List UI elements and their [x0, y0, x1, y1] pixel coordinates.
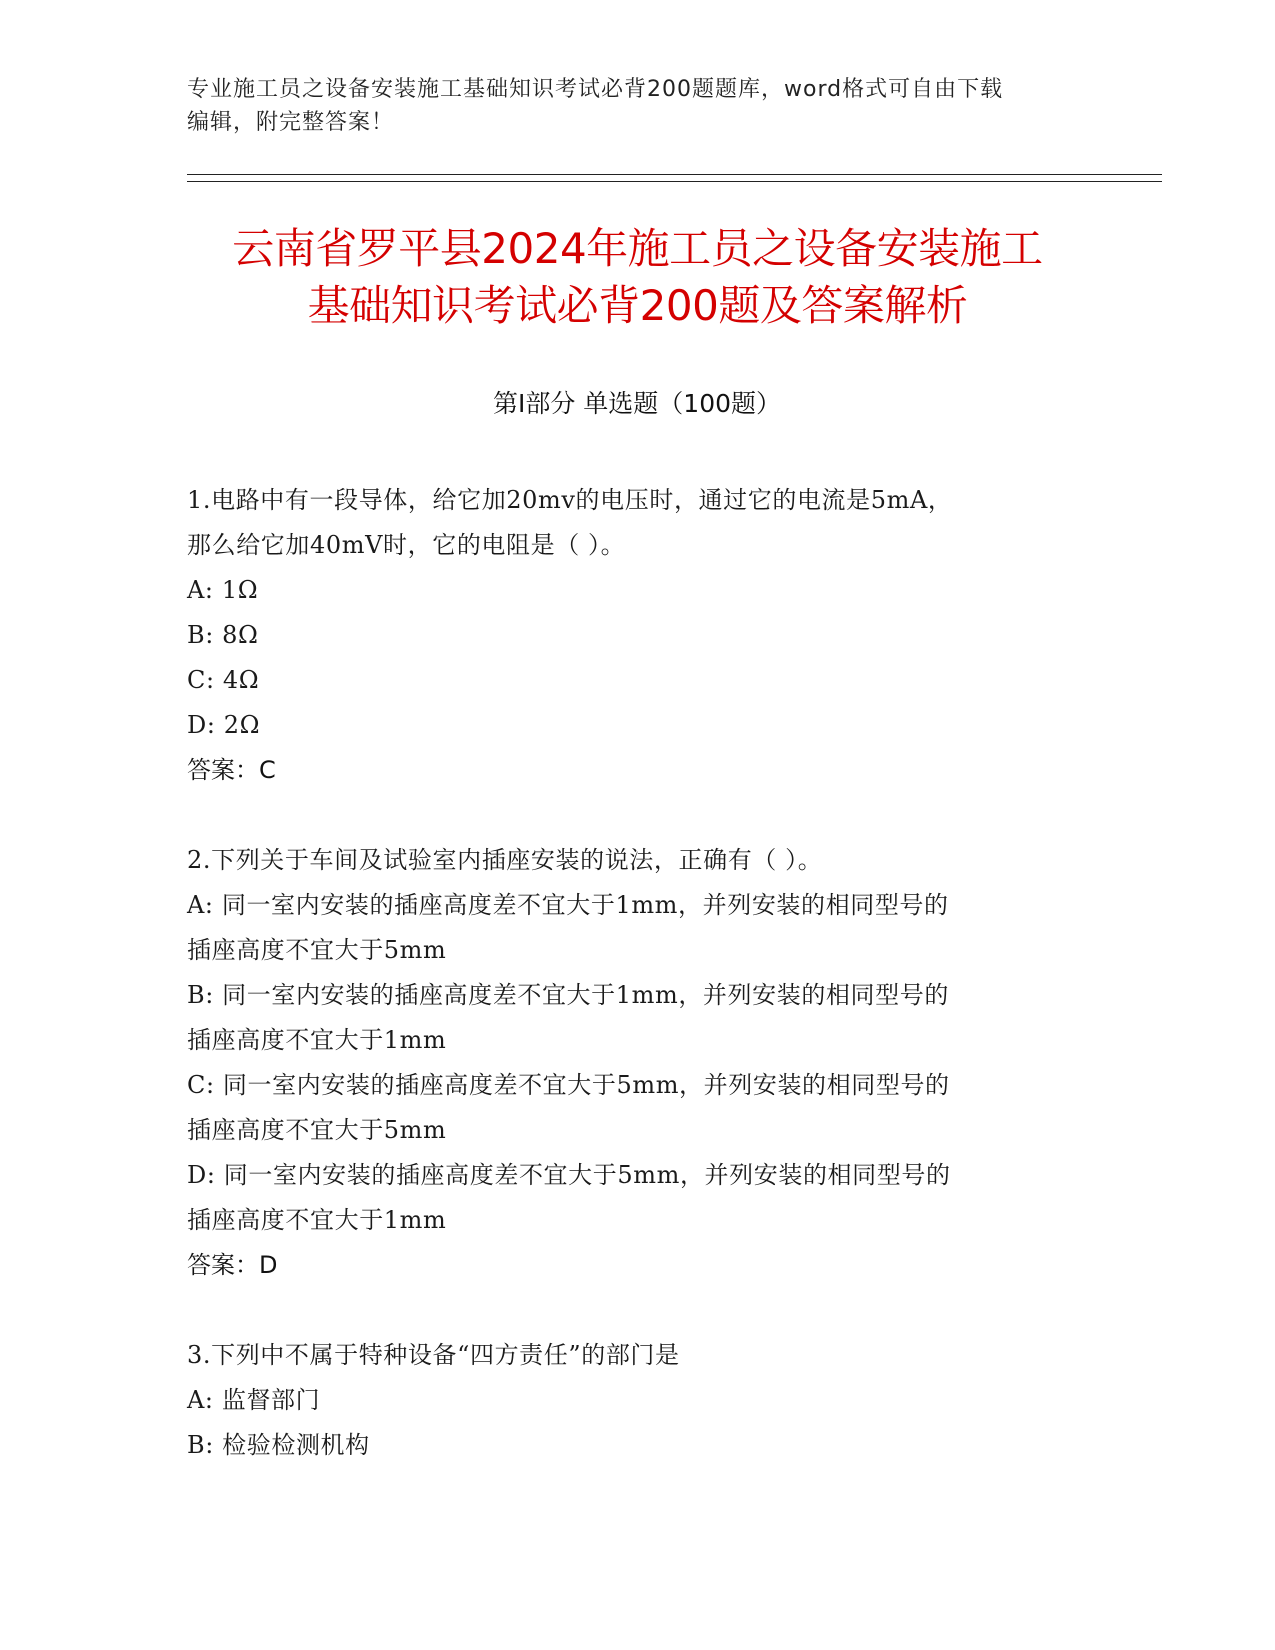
- question-3-stem: 3.下列中不属于特种设备“四方责任”的部门是: [187, 1341, 680, 1369]
- section-title: 第Ⅰ部分 单选题（100题）: [492, 389, 782, 418]
- question-2-option-a-line-2: 插座高度不宜大于5mm: [187, 936, 447, 964]
- question-2-option-b-line-2: 插座高度不宜大于1mm: [187, 1026, 447, 1054]
- header-note: [187, 73, 1087, 139]
- question-1-option-a: A: 1Ω: [187, 576, 259, 604]
- question-1-stem-line-1: 1.电路中有一段导体，给它加20mv的电压时，通过它的电流是5mA，: [187, 486, 953, 514]
- question-2-stem: 2.下列关于车间及试验室内插座安装的说法，正确有（ ）。: [187, 846, 823, 874]
- question-3-option-a: A: 监督部门: [187, 1386, 321, 1414]
- question-1-option-c: C: 4Ω: [187, 666, 260, 694]
- question-2-option-b-line-1: B: 同一室内安装的插座高度差不宜大于1mm，并列安装的相同型号的: [187, 981, 949, 1009]
- question-1-stem-line-2: 那么给它加40mV时，它的电阻是（ ）。: [187, 531, 626, 559]
- header-note-line-1: 专业施工员之设备安装施工基础知识考试必背200题题库，word格式可自由下载: [187, 77, 1004, 102]
- question-2-option-c-line-2: 插座高度不宜大于5mm: [187, 1116, 447, 1144]
- question-1: [187, 478, 1087, 793]
- header-note-line-2: 编辑，附完整答案！: [187, 110, 395, 135]
- page-title: [150, 220, 1125, 334]
- question-1-option-b: B: 8Ω: [187, 621, 259, 649]
- question-2-option-c-line-1: C: 同一室内安装的插座高度差不宜大于5mm，并列安装的相同型号的: [187, 1071, 950, 1099]
- header-divider-bottom: [187, 181, 1162, 182]
- question-3-option-b: B: 检验检测机构: [187, 1431, 370, 1459]
- question-1-answer: 答案：C: [187, 756, 276, 784]
- question-1-option-d: D: 2Ω: [187, 711, 261, 739]
- question-2: [187, 838, 1087, 1288]
- page-title-line-1: 云南省罗平县2024年施工员之设备安装施工: [232, 224, 1043, 273]
- question-2-option-d-line-1: D: 同一室内安装的插座高度差不宜大于5mm，并列安装的相同型号的: [187, 1161, 951, 1189]
- question-list: [187, 478, 1087, 1513]
- question-2-option-d-line-2: 插座高度不宜大于1mm: [187, 1206, 447, 1234]
- question-2-answer: 答案：D: [187, 1251, 278, 1279]
- header-divider-top: [187, 174, 1162, 175]
- page-title-line-2: 基础知识考试必背200题及答案解析: [307, 281, 968, 330]
- question-2-option-a-line-1: A: 同一室内安装的插座高度差不宜大于1mm，并列安装的相同型号的: [187, 891, 949, 919]
- question-3: [187, 1333, 1087, 1468]
